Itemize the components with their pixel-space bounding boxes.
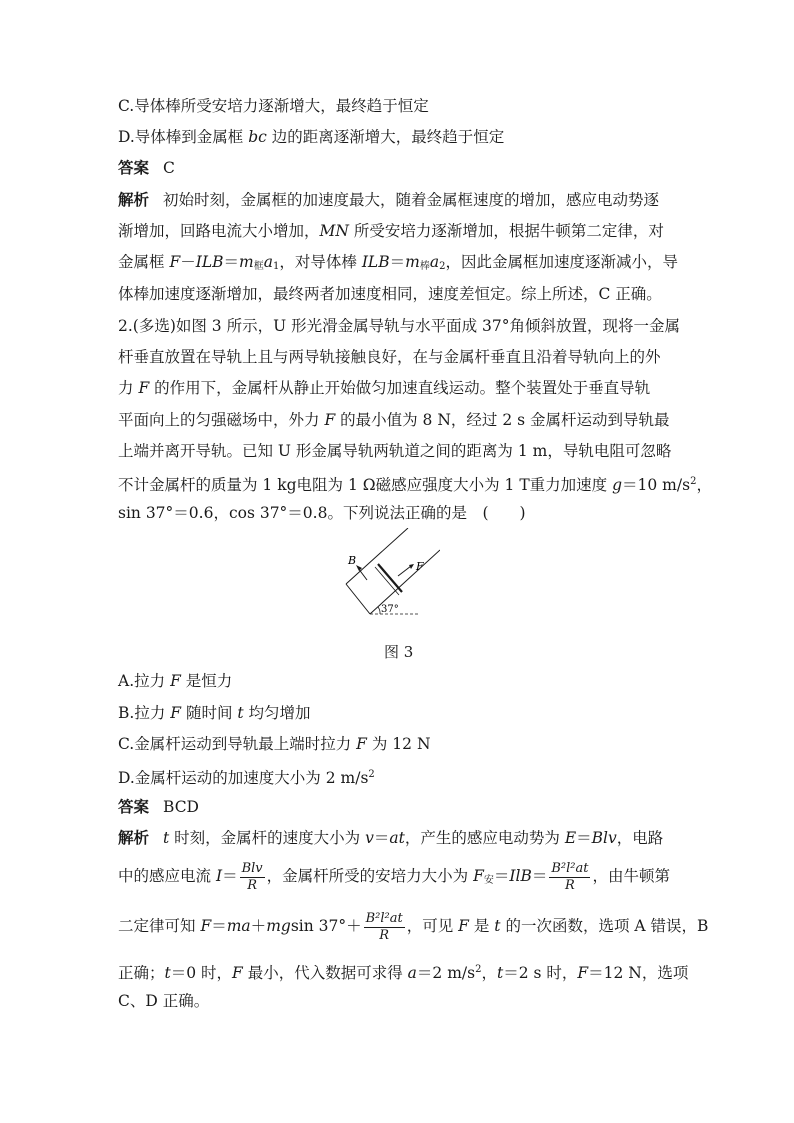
q2-stem-line-7: sin 37°＝0.6，cos 37°＝0.8。下列说法正确的是 ( ) xyxy=(118,504,526,522)
fraction-current: $\frac{\text{Blv}}{R}$ xyxy=(241,860,263,893)
answer-label: 答案 xyxy=(118,158,150,177)
metal-rod xyxy=(378,564,402,592)
q2-analysis-line-1: 解析 t 时刻，金属杆的速度大小为 v＝at，产生的感应电动势为 E＝Blv，电路 xyxy=(118,828,664,847)
metal-rod-inner xyxy=(375,567,399,595)
label-angle: 37° xyxy=(381,604,399,615)
q1-analysis-line-1: 解析 初始时刻，金属框的加速度最大，随着金属框速度的增加，感应电动势逐 xyxy=(118,190,660,209)
q2-option-a: A.拉力 F 是恒力 xyxy=(118,672,233,690)
force-arrow-f xyxy=(398,566,411,576)
q2-stem-line-4: 平面向上的匀强磁场中，外力 F 的最小值为 8 N，经过 2 s 金属杆运动到导轨最 xyxy=(118,411,670,429)
q1-analysis-line-4: 体棒加速度逐渐增加，最终两者加速度相同，速度差恒定。综上所述，C 正确。 xyxy=(118,285,662,303)
q2-answer: 答案 BCD xyxy=(118,797,199,816)
q1-analysis-line-2: 渐增加，回路电流大小增加，MN 所受安培力逐渐增加，根据牛顿第二定律，对 xyxy=(118,222,664,240)
q2-option-d: D.金属杆运动的加速度大小为 2 $m/s^2$ xyxy=(118,769,375,787)
q2-analysis-line-3: 二定律可知 F＝ma＋mgsin 37°＋ $\frac{\text{B²l²at}}{R}$ ，可见 F 是 t 的一次函数，选项 A 错误，B xyxy=(118,910,709,943)
q1-answer: 答案 C xyxy=(118,158,175,177)
q2-analysis-line-5: C、D 正确。 xyxy=(118,992,210,1010)
q2-stem-line-3: 力 F 的作用下，金属杆从静止开始做匀加速直线运动。整个装置处于垂直导轨 xyxy=(118,379,651,397)
q2-option-c: C.金属杆运动到导轨最上端时拉力 F 为 12 N xyxy=(118,735,431,753)
q2-stem-line-2: 杆垂直放置在导轨上且与两导轨接触良好，在与金属杆垂直且沿着导轨向上的外 xyxy=(118,348,661,366)
label-f: F xyxy=(416,560,424,573)
q2-option-b: B.拉力 F 随时间 t 均匀增加 xyxy=(118,704,311,722)
answer-label: 答案 xyxy=(118,797,150,816)
q2-stem-line-5: 上端并离开导轨。已知 U 形金属导轨两轨道之间的距离为 1 m，导轨电阻可忽略 xyxy=(118,442,672,460)
force-arrow-f-head xyxy=(409,564,414,569)
q2-stem-line-1: 2.(多选)如图 3 所示，U 形光滑金属导轨与水平面成 37°角倾斜放置，现将一金属 xyxy=(118,317,680,335)
angle-arc xyxy=(378,607,380,614)
label-b: B xyxy=(348,554,357,567)
q1-option-d: D.导体棒到金属框 bc 边的距离逐渐增大，最终趋于恒定 xyxy=(118,128,505,146)
analysis-label: 解析 xyxy=(118,828,150,847)
q2-stem-line-6: 不计金属杆的质量为 1 kg电阻为 1 Ω磁感应强度大小为 1 T重力加速度 g＝10 $m/s^2$， xyxy=(118,476,712,494)
figure-caption: 图 3 xyxy=(384,643,414,661)
fraction-newton: $\frac{\text{B²l²at}}{R}$ xyxy=(365,910,403,943)
q2-analysis-line-2: 中的感应电流 I＝ $\frac{\text{Blv}}{R}$ ，金属杆所受的安培力大小为 $F_安=IlB=$ $\frac{\text{B²l²at}}{R}$ ，由牛顿第 xyxy=(118,860,670,893)
rail-diagram xyxy=(330,528,440,628)
fraction-ampere-force: $\frac{\text{B²l²at}}{R}$ xyxy=(551,860,589,893)
q1-analysis-line-3: 金属框 $F-ILB=m_框a_1$，对导体棒 $ILB=m_棒a_2$，因此金属框加速度逐渐减小，导 xyxy=(118,253,678,272)
analysis-label: 解析 xyxy=(118,190,150,209)
q1-option-c: C.导体棒所受安培力逐渐增大，最终趋于恒定 xyxy=(118,97,429,115)
q2-analysis-line-4: 正确；t＝0 时，F 最小，代入数据可求得 a＝2 $m/s^2$，t＝2 s 时，F＝12 N，选项 xyxy=(118,964,689,982)
